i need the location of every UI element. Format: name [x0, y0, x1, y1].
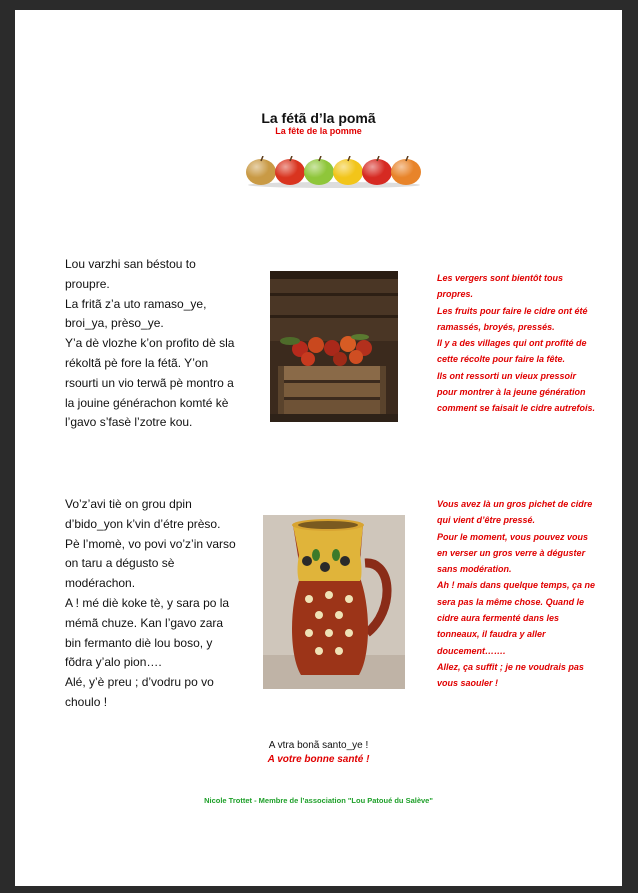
cider-pitcher-photo: [263, 515, 405, 689]
text-line: Lou varzhi san béstou to: [65, 257, 196, 271]
text-line: rékoltã pè fore la fétã. Y’on: [65, 355, 209, 370]
text-line: d’bido_yon k’vin d’étre prèso.: [65, 516, 221, 531]
text-line: en verser un gros verre à déguster: [437, 547, 586, 558]
text-line: prouprе.: [65, 276, 110, 291]
text-line: Vo’z’avi tiè on grou dpin: [65, 497, 192, 511]
text-line: La fritã z’a uto ramaso_ye,: [65, 296, 207, 311]
text-line: comment se faisait le cidre autrefois.: [437, 403, 596, 414]
text-line: choulo !: [65, 694, 108, 709]
page-title: La fétã d’la pomã: [261, 110, 376, 126]
section2-patois-text: [65, 495, 236, 713]
text-line: Pè l’momè, vo povi vo’z’in varso: [65, 536, 236, 551]
text-line: Y’a dè vlozhe k’on profito dè sla: [65, 336, 235, 351]
text-line: sans modération.: [437, 564, 512, 575]
toast-french: A votre bonne santé !: [267, 754, 370, 765]
text-line: Ils ont ressorti un vieux pressoir: [437, 370, 577, 381]
text-line: pour montrer à la jeune génération: [437, 387, 586, 398]
text-line: qui vient d’être pressé.: [437, 515, 536, 526]
author-credit: Nicole Trottet - Membre de l’association "Lou Patoué du Salève": [204, 796, 433, 805]
text-line: bin fermanto diè lou boso, y: [65, 635, 213, 650]
text-line: on taru a dégusto sè: [65, 556, 175, 571]
text-line: ramassés, broyés, pressés.: [437, 321, 555, 332]
text-line: propres.: [437, 289, 474, 300]
text-line: sera pas la même chose. Quand le: [437, 596, 585, 607]
text-line: Ah ! mais dans quelque temps, ça ne: [437, 580, 596, 591]
text-line: rsourti un vio terwã pè montro a: [65, 375, 234, 390]
text-line: Allez, ça suffit ; je ne voudrais pas: [437, 661, 584, 672]
text-line: broi_ya, prèso_ye.: [65, 316, 164, 331]
text-line: Vous avez là un gros pichet de cidre: [437, 499, 593, 509]
text-line: doucement…….: [437, 645, 506, 656]
toast-patois: A vtra bonã santo_ye !: [268, 740, 369, 751]
text-line: cidre aura fermenté dans les: [437, 613, 560, 624]
text-line: fõdra y’alo pion….: [65, 655, 162, 670]
text-line: vous saouler !: [437, 678, 499, 689]
apples-banner-image: [246, 156, 422, 188]
section2-french-text: [437, 496, 595, 692]
text-line: A ! mé diè koke tè, y sara po la: [65, 595, 230, 610]
text-line: tonneaux, il faudra y aller: [437, 629, 546, 640]
document-page: [15, 10, 622, 886]
cider-apple-crate-photo: [270, 271, 398, 422]
text-line: modérachon.: [65, 576, 136, 591]
text-line: mémã chuze. Kan l’gavo zara: [65, 615, 224, 630]
text-line: Les vergers sont bientôt tous: [437, 273, 564, 283]
text-line: Alé, y’è preu ; d’vodru po vo: [65, 675, 214, 690]
text-line: Pour le moment, vous pouvez vous: [437, 531, 589, 542]
text-line: Les fruits pour faire le cidre ont été: [437, 305, 588, 316]
text-line: cette récolte pour faire la fête.: [437, 354, 566, 365]
section1-french-text: [437, 270, 595, 417]
text-line: l’gavo s’fasè l’zotre kou.: [65, 415, 193, 430]
text-line: la jouine générachon komté kè: [65, 395, 229, 410]
page-subtitle: La fête de la pomme: [275, 126, 362, 136]
text-line: Il y a des villages qui ont profité de: [437, 338, 587, 349]
section1-patois-text: [65, 255, 234, 433]
